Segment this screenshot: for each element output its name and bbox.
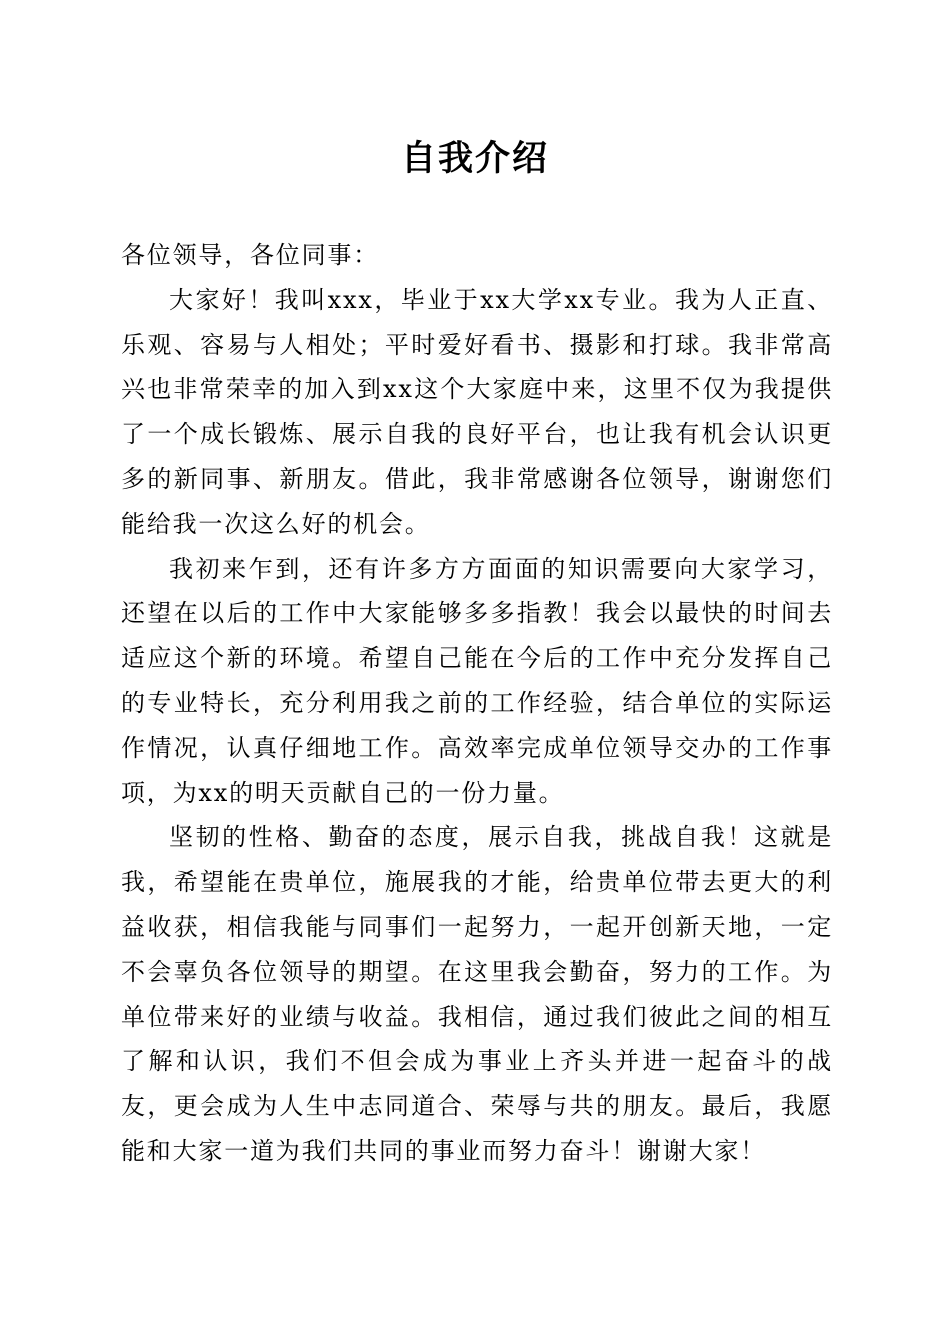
page-title: 自我介绍 (400, 138, 549, 179)
paragraph-intro: 大家好！我叫xxx，毕业于xx大学xx专业。我为人正直、乐观、容易与人相处；平时爱好看书、摄影和打球。我非常高兴也非常荣幸的加入到xx这个大家庭中来，这里不仅为我提供了一个成长锻炼、展示自我的良好平台，也让我有机会认识更多的新同事、新朋友。借此，我非常感谢各位领导，谢谢您们能给我一次这么好的机会。 (121, 285, 833, 538)
salutation: 各位领导，各位同事： (121, 241, 379, 269)
paragraph-learning: 我初来乍到，还有许多方方面面的知识需要向大家学习，还望在以后的工作中大家能够多多指教！我会以最快的时间去适应这个新的环境。希望自己能在今后的工作中充分发挥自己的专业特长，充分利用我之前的工作经验，结合单位的实际运作情况，认真仔细地工作。高效率完成单位领导交办的工作事项，为xx的明天贡献自己的一份力量。 (121, 554, 833, 807)
document-body (121, 233, 833, 1174)
paragraph-closing: 坚韧的性格、勤奋的态度，展示自我，挑战自我！这就是我，希望能在贵单位，施展我的才能，给贵单位带去更大的利益收获，相信我能与同事们一起努力，一起开创新天地，一定不会辜负各位领导的期望。在这里我会勤奋，努力的工作。为单位带来好的业绩与收益。我相信，通过我们彼此之间的相互了解和认识，我们不但会成为事业上齐头并进一起奋斗的战友，更会成为人生中志同道合、荣辱与共的朋友。最后，我愿能和大家一道为我们共同的事业而努力奋斗！谢谢大家！ (121, 823, 833, 1165)
